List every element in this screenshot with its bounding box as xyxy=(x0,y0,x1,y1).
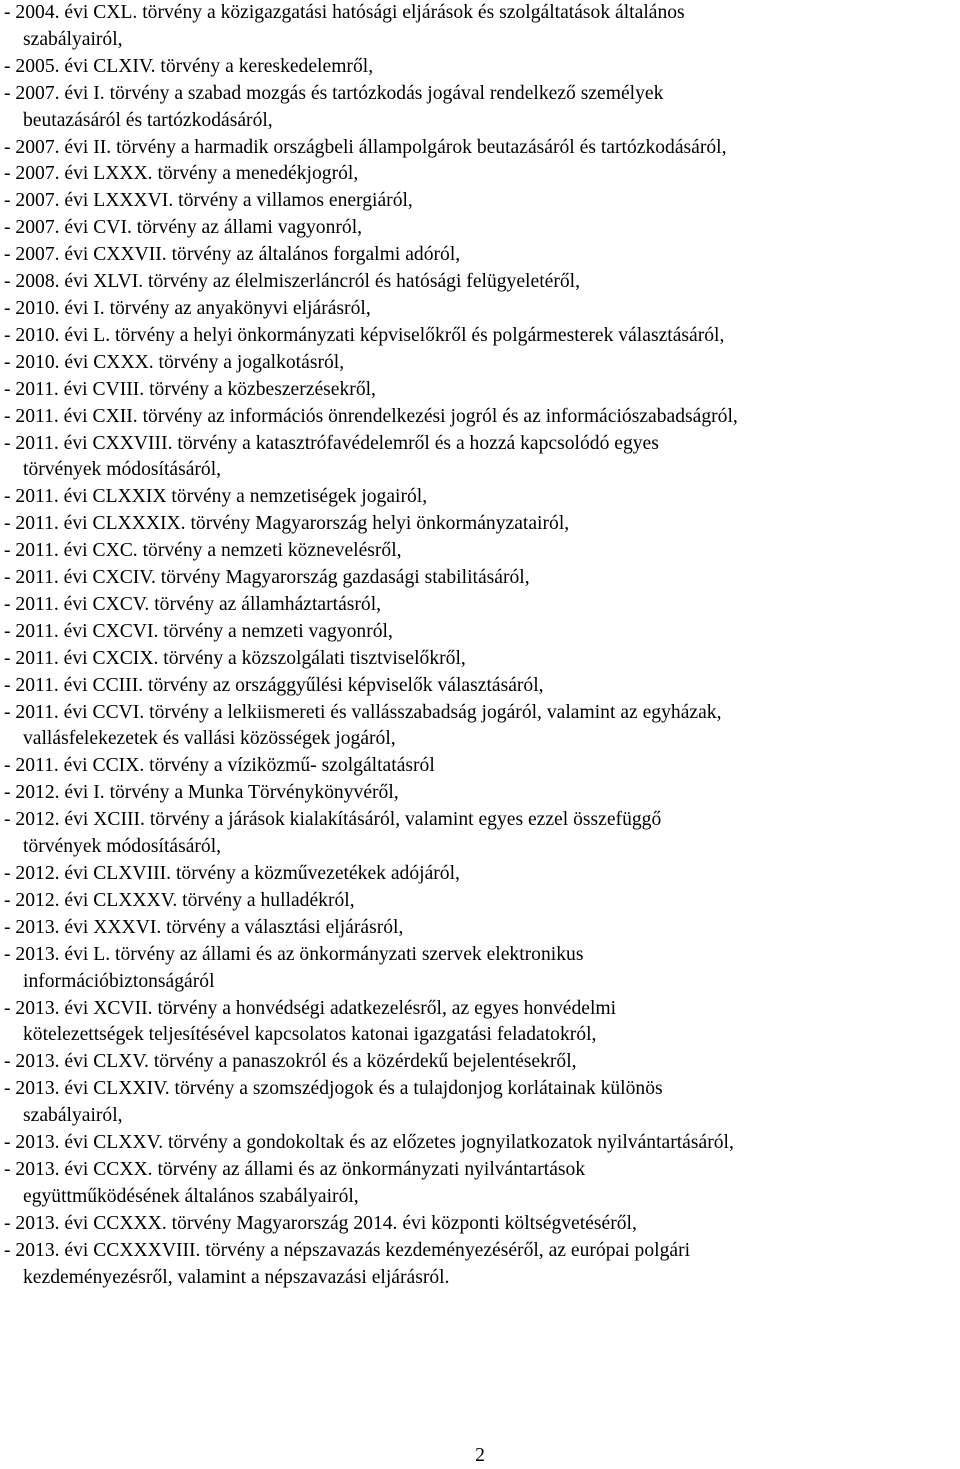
law-item-text: - 2007. évi CVI. törvény az állami vagyonról, xyxy=(4,217,363,239)
law-item-text: - 2013. évi CCXX. törvény az állami és az önkormányzati nyilvántartások xyxy=(4,1158,586,1180)
law-list-item xyxy=(4,350,958,377)
law-item-text: - 2012. évi I. törvény a Munka Törvénykönyvéről, xyxy=(4,782,399,804)
law-item-text: - 2011. évi CXCIX. törvény a közszolgálati tisztviselőkről, xyxy=(4,647,466,669)
law-item-text: - 2011. évi CCVI. törvény a lelkiismereti és vallásszabadság jogáról, valamint az egyházak, xyxy=(4,701,722,723)
law-list-item xyxy=(4,592,958,619)
law-list-item xyxy=(4,1157,958,1211)
law-item-text: - 2013. évi CLXXIV. törvény a szomszédjogok és a tulajdonjog korlátainak különös xyxy=(4,1078,663,1100)
law-list-item xyxy=(4,646,958,673)
law-item-continuation: beutazásáról és tartózkodásáról, xyxy=(23,109,273,131)
law-list-item xyxy=(4,1076,958,1130)
law-item-text: - 2011. évi CXCIV. törvény Magyarország gazdasági stabilitásáról, xyxy=(4,567,530,589)
law-item-text: - 2013. évi CLXV. törvény a panaszokról és a közérdekű bejelentésekről, xyxy=(4,1051,577,1073)
law-item-text: - 2011. évi CVIII. törvény a közbeszerzésekről, xyxy=(4,378,376,400)
law-list-item xyxy=(4,996,958,1050)
law-list-item xyxy=(4,861,958,888)
law-item-text: - 2005. évi CLXIV. törvény a kereskedelemről, xyxy=(4,55,374,77)
law-list-item xyxy=(4,1211,958,1238)
page-number: 2 xyxy=(475,1445,485,1466)
law-item-continuation: törvények módosításáról, xyxy=(23,836,222,858)
law-list-item xyxy=(4,54,958,81)
law-list xyxy=(4,0,958,1292)
law-item-continuation: törvények módosításáról, xyxy=(23,459,222,481)
law-item-text: - 2010. évi L. törvény a helyi önkormányzati képviselőkről és polgármesterek választásáról, xyxy=(4,324,725,346)
law-list-item xyxy=(4,888,958,915)
law-item-text: - 2011. évi CXCVI. törvény a nemzeti vagyonról, xyxy=(4,620,393,642)
law-list-item xyxy=(4,188,958,215)
law-item-text: - 2010. évi CXXX. törvény a jogalkotásról, xyxy=(4,351,345,373)
law-item-text: - 2011. évi CCIII. törvény az országgyűlési képviselők választásáról, xyxy=(4,674,544,696)
law-item-text: - 2011. évi CLXXIX törvény a nemzetiségek jogairól, xyxy=(4,486,428,508)
law-item-text: - 2013. évi CCXXX. törvény Magyarország 2014. évi központi költségvetéséről, xyxy=(4,1212,637,1234)
law-item-text: - 2007. évi CXXVII. törvény az általános forgalmi adóról, xyxy=(4,244,461,266)
law-item-text: - 2007. évi II. törvény a harmadik országbeli állampolgárok beutazásáról és tartózkodásáról, xyxy=(4,136,727,158)
law-item-continuation: kezdeményezésről, valamint a népszavazási eljárásról. xyxy=(23,1266,450,1288)
law-list-item xyxy=(4,404,958,431)
law-item-text: - 2010. évi I. törvény az anyakönyvi eljárásról, xyxy=(4,297,371,319)
law-item-text: - 2012. évi XCIII. törvény a járások kialakításáról, valamint egyes ezzel összefüggő xyxy=(4,809,662,831)
law-item-continuation: szabályairól, xyxy=(23,1105,123,1127)
law-list-item xyxy=(4,673,958,700)
law-list-item xyxy=(4,135,958,162)
law-list-item xyxy=(4,242,958,269)
law-list-item xyxy=(4,511,958,538)
law-list-item xyxy=(4,81,958,135)
law-list-item xyxy=(4,296,958,323)
law-item-text: - 2011. évi CXC. törvény a nemzeti köznevelésről, xyxy=(4,540,402,562)
law-list-item xyxy=(4,1049,958,1076)
law-list-item xyxy=(4,700,958,754)
law-item-text: - 2013. évi L. törvény az állami és az önkormányzati szervek elektronikus xyxy=(4,943,584,965)
law-list-item xyxy=(4,215,958,242)
law-list-item xyxy=(4,431,958,485)
law-list-item xyxy=(4,780,958,807)
law-list-item xyxy=(4,377,958,404)
law-item-text: - 2012. évi CLXVIII. törvény a közművezetékek adójáról, xyxy=(4,863,460,884)
law-item-text: - 2013. évi CCXXXVIII. törvény a népszavazás kezdeményezéséről, az európai polgári xyxy=(4,1239,691,1261)
law-list-item xyxy=(4,269,958,296)
law-list-item xyxy=(4,0,958,54)
law-item-text: - 2011. évi CXXVIII. törvény a katasztrófavédelemről és a hozzá kapcsolódó egyes xyxy=(4,432,659,454)
law-item-text: - 2007. évi I. törvény a szabad mozgás és tartózkodás jogával rendelkező személyek xyxy=(4,82,664,104)
law-item-text: - 2007. évi LXXXVI. törvény a villamos energiáról, xyxy=(4,190,413,212)
law-list-item xyxy=(4,807,958,861)
law-list-item xyxy=(4,915,958,942)
law-list-item xyxy=(4,753,958,780)
law-item-continuation: kötelezettségek teljesítésével kapcsolatos katonai igazgatási feladatokról, xyxy=(23,1024,597,1046)
law-item-text: - 2013. évi XCVII. törvény a honvédségi adatkezelésről, az egyes honvédelmi xyxy=(4,997,617,1019)
law-item-text: - 2004. évi CXL. törvény a közigazgatási hatósági eljárások és szolgáltatások általános xyxy=(4,2,685,23)
law-list-item xyxy=(4,1238,958,1292)
law-item-text: - 2007. évi LXXX. törvény a menedékjogról, xyxy=(4,163,359,185)
law-item-continuation: szabályairól, xyxy=(23,28,123,50)
law-item-text: - 2012. évi CLXXXV. törvény a hulladékról, xyxy=(4,889,355,911)
law-item-text: - 2008. évi XLVI. törvény az élelmiszerláncról és hatósági felügyeletéről, xyxy=(4,271,580,293)
law-item-text: - 2011. évi CCIX. törvény a víziközmű- szolgáltatásról xyxy=(4,755,435,777)
law-item-text: - 2011. évi CXII. törvény az információs önrendelkezési jogról és az információszabadságról, xyxy=(4,405,738,427)
law-item-text: - 2013. évi CLXXV. törvény a gondokoltak és az előzetes jognyilatkozatok nyilvántartásáról, xyxy=(4,1132,734,1154)
law-item-continuation: vallásfelekezetek és vallási közösségek jogáról, xyxy=(23,728,396,750)
law-list-item xyxy=(4,619,958,646)
law-list-item xyxy=(4,161,958,188)
law-item-text: - 2011. évi CXCV. törvény az államháztartásról, xyxy=(4,593,382,615)
law-item-continuation: információbiztonságáról xyxy=(23,970,215,992)
law-item-text: - 2013. évi XXXVI. törvény a választási eljárásról, xyxy=(4,916,404,938)
law-list-item xyxy=(4,323,958,350)
law-item-text: - 2011. évi CLXXXIX. törvény Magyarország helyi önkormányzatairól, xyxy=(4,513,570,535)
law-list-item xyxy=(4,942,958,996)
law-list-item xyxy=(4,484,958,511)
law-item-continuation: együttműködésének általános szabályairól, xyxy=(23,1185,359,1207)
law-list-item xyxy=(4,538,958,565)
law-list-item xyxy=(4,565,958,592)
law-list-item xyxy=(4,1130,958,1157)
